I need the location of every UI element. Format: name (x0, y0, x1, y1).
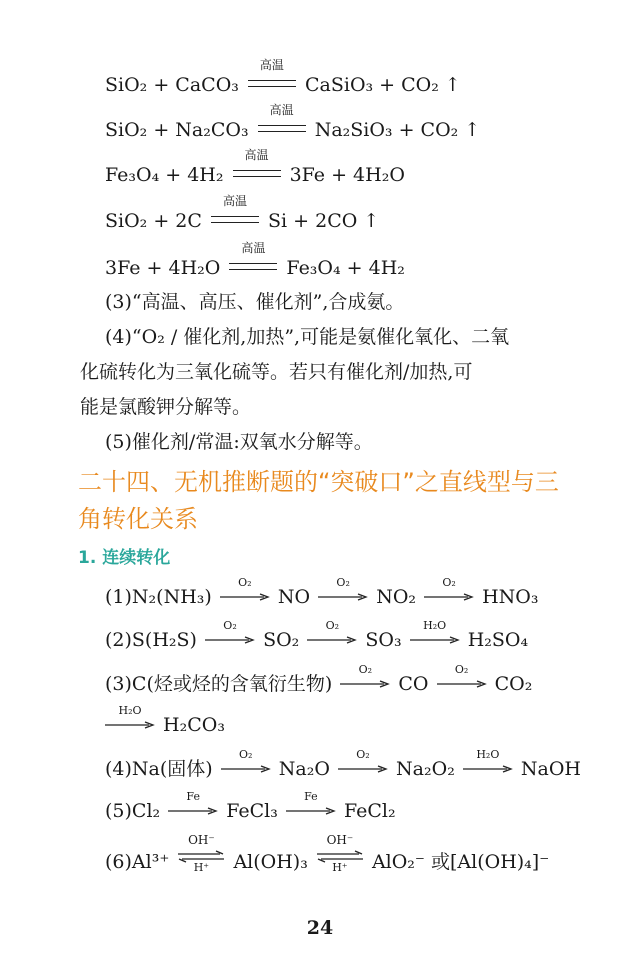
chain-product: AlO₂⁻ 或[Al(OH)₄]⁻ (371, 851, 550, 873)
eq-right: 3Fe + 4H₂O (289, 164, 405, 186)
eq-left: SiO₂ + Na₂CO₃ (105, 119, 249, 141)
chain-4 (105, 748, 600, 781)
eq-left: SiO₂ + 2C (105, 210, 202, 232)
chain-product: NO (277, 586, 311, 608)
chain-product: H₂SO₄ (467, 629, 529, 651)
chain-product: FeCl₂ (343, 800, 396, 822)
reaction-arrow: H₂O (105, 717, 155, 731)
paragraph-4-line-1: (4)“O₂ / 催化剂,加热”,可能是氨催化氧化、二氧 (105, 326, 510, 348)
reaction-arrow: O₂ (318, 589, 368, 603)
chain-product: FeCl₃ (226, 800, 278, 822)
eq-right: CaSiO₃ + CO₂ (304, 74, 439, 96)
reaction-arrow: H₂O (463, 761, 513, 775)
eq-right: Fe₃O₄ + 4H₂ (286, 257, 405, 279)
eq-right: Na₂SiO₃ + CO₂ (314, 119, 459, 141)
chain-product: Na₂O₂ (396, 758, 455, 780)
condition-high-temp: 高温 (248, 73, 296, 97)
reaction-arrow: O₂ (205, 632, 255, 646)
chain-product: NO₂ (376, 586, 417, 608)
chain-6 (105, 833, 600, 874)
equation-2 (105, 103, 600, 142)
reaction-arrow: O₂ (340, 676, 390, 690)
gas-arrow-icon: ↑ (464, 119, 481, 141)
equation-3 (105, 148, 600, 187)
equation-1 (105, 58, 600, 97)
chain-start: (6)Al³⁺ (105, 851, 170, 873)
chain-5 (105, 790, 600, 823)
condition-high-temp: 高温 (258, 118, 306, 142)
gas-arrow-icon: ↑ (363, 210, 380, 232)
section-heading-line-1: 二十四、无机推断题的“突破口”之直线型与三 (78, 468, 559, 496)
reaction-arrow: O₂ (307, 632, 357, 646)
chain-product: H₂CO₃ (163, 714, 225, 736)
eq-left: SiO₂ + CaCO₃ (105, 74, 239, 96)
chain-start: (1)N₂(NH₃) (105, 586, 212, 608)
chain-start: (5)Cl₂ (105, 800, 161, 822)
reaction-arrow: Fe (168, 803, 218, 817)
chain-product: SO₃ (365, 629, 402, 651)
reaction-arrow: Fe (286, 803, 336, 817)
equation-5 (105, 241, 600, 280)
condition-high-temp: 高温 (211, 209, 259, 233)
reversible-arrow: OH⁻ H⁺ (178, 848, 224, 868)
chain-start: (3)C(烃或烃的含氧衍生物) (105, 673, 333, 695)
chain-start: (2)S(H₂S) (105, 629, 197, 651)
paragraph-5: (5)催化剂/常温:双氧水分解等。 (105, 431, 373, 453)
chain-start: (4)Na(固体) (105, 758, 213, 780)
reaction-arrow: O₂ (220, 589, 270, 603)
reversible-arrow: OH⁻ H⁺ (317, 848, 363, 868)
chain-product: Al(OH)₃ (233, 851, 308, 873)
condition-high-temp: 高温 (229, 256, 277, 280)
paragraph-4-line-2: 化硫转化为三氧化硫等。若只有催化剂/加热,可 (80, 361, 473, 383)
condition-high-temp: 高温 (233, 163, 281, 187)
eq-left: 3Fe + 4H₂O (105, 257, 221, 279)
chain-product: CO (398, 673, 429, 695)
chain-3 (105, 663, 600, 696)
reaction-arrow: O₂ (221, 761, 271, 775)
eq-right: Si + 2CO (268, 210, 358, 232)
chain-3-continued (105, 704, 600, 737)
chain-product: SO₂ (263, 629, 300, 651)
reaction-arrow: H₂O (410, 632, 460, 646)
page-number: 24 (306, 917, 334, 939)
chain-product: HNO₃ (482, 586, 539, 608)
chain-2 (105, 619, 600, 652)
gas-arrow-icon: ↑ (444, 74, 461, 96)
reaction-arrow: O₂ (437, 676, 487, 690)
chain-1 (105, 576, 600, 609)
chain-product: Na₂O (278, 758, 330, 780)
chain-product: CO₂ (494, 673, 533, 695)
equation-4 (105, 194, 600, 233)
reaction-arrow: O₂ (338, 761, 388, 775)
chain-product: NaOH (520, 758, 582, 780)
subheading: 1. 连续转化 (78, 548, 171, 568)
section-heading-line-2: 角转化关系 (78, 505, 198, 533)
paragraph-3: (3)“高温、高压、催化剂”,合成氨。 (105, 291, 405, 313)
reaction-arrow: O₂ (424, 589, 474, 603)
eq-left: Fe₃O₄ + 4H₂ (105, 164, 224, 186)
paragraph-4-line-3: 能是氯酸钾分解等。 (80, 396, 252, 418)
